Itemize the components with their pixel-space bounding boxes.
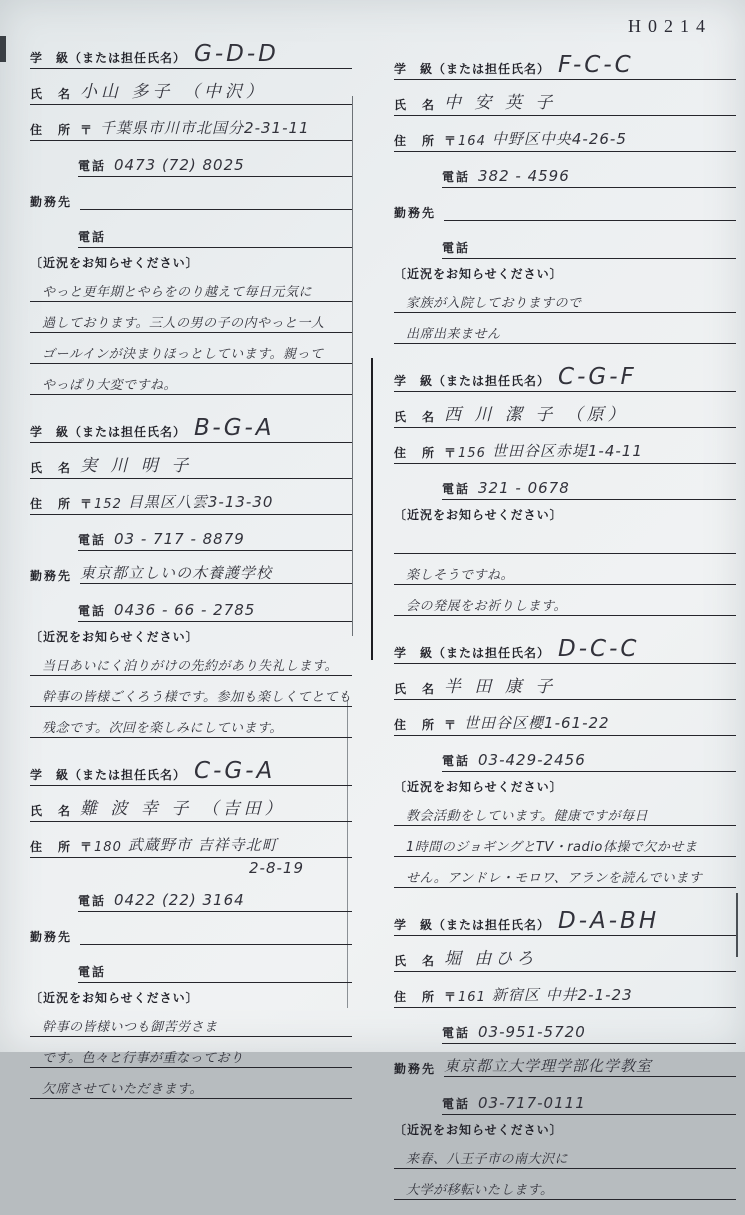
form-entry-dcc [394,631,736,888]
class-value: B-G-A [194,415,275,441]
news-line [30,678,352,707]
address-row [30,108,352,141]
class-value: C-G-A [194,758,276,784]
right-column [394,16,736,1215]
column-divider-line [352,96,353,636]
left-column [30,36,352,1114]
name-label: 氏 名 [30,804,73,818]
phone-value: 03-951-5720 [478,1023,586,1041]
address-value: 目黒区八雲3-13-30 [127,493,274,511]
column-divider-line-dark [371,358,373,660]
scan-edge-blob [0,36,6,62]
phone-row [442,467,736,500]
news-text: 出席出来ません [406,327,501,342]
class-label: 学 級（または担任氏名） [30,51,187,65]
phone-row [78,518,352,551]
postal-mark-icon: 〒 [444,990,457,1004]
address-label: 住 所 [394,446,437,460]
news-text: 楽しそうですね。 [406,568,515,583]
postal-mark-icon: 〒 [80,497,93,511]
postal-mark-icon: 〒 [444,718,457,732]
class-row [394,903,736,936]
address-row [394,703,736,736]
workplace-row [30,554,352,586]
form-entry-fcc [394,47,736,344]
workplace-value: 東京都立大学理学部化学教室 [444,1057,653,1075]
class-row [394,47,736,80]
workplace-label: 勤務先 [394,206,437,220]
news-text: ゴールインが決まりほっとしています。親って [42,347,324,362]
workplace-label: 勤務先 [30,569,73,583]
workplace-value: 東京都立しいの木養護学校 [80,564,273,582]
postal-mark-icon: 〒 [80,123,93,137]
news-line [30,335,352,364]
news-text: やっぱり大変ですね。 [42,378,178,393]
phone-row [442,739,736,772]
form-entry-bga [30,410,352,738]
phone-row [78,144,352,177]
news-line [30,647,352,676]
address-second-line [30,859,352,878]
address-label: 住 所 [30,123,73,137]
name-label: 氏 名 [30,87,73,101]
phone-label: 電話 [442,482,471,496]
workplace-row [30,180,352,212]
work-phone-row [78,589,352,622]
work-phone-value: 0436 - 66 - 2785 [114,601,256,619]
work-phone-value: 03-717-0111 [478,1094,586,1112]
phone-value: 382 - 4596 [478,167,570,185]
news-line [30,709,352,738]
class-value: F-C-C [558,52,634,78]
news-text: 幹事の皆様いつも御苦労さま [42,1020,218,1035]
name-label: 氏 名 [394,410,437,424]
name-row [394,939,736,972]
news-header: 〔近況をお知らせください〕 [394,780,563,794]
phone-label: 電話 [78,230,107,244]
address-value: 新宿区 中井2-1-23 [491,986,633,1004]
address2-value: 2-8-19 [249,859,304,877]
address-label: 住 所 [394,134,437,148]
phone-label: 電話 [442,1097,471,1111]
class-row [30,36,352,69]
name-value: 堀 由ひろ [444,949,538,969]
class-label: 学 級（または担任氏名） [394,646,551,660]
phone-value: 03 - 717 - 8879 [114,530,245,548]
news-line [394,284,736,313]
address-value: 世田谷区赤堤1-4-11 [491,442,643,460]
name-row [394,395,736,428]
address-value: 千葉県市川市北国分2-31-11 [100,119,310,137]
postal-value: 152 [94,497,122,512]
name-label: 氏 名 [394,682,437,696]
news-text: 幹事の皆様ごくろう様です。参加も楽しくてとても [42,690,352,705]
phone-value: 03-429-2456 [478,751,586,769]
phone-label: 電話 [78,533,107,547]
postal-mark-icon: 〒 [444,446,457,460]
document-id-stamp: H0214 [628,16,712,36]
phone-row [442,1011,736,1044]
name-value: 西 川 潔 子 （原） [444,405,629,425]
news-line [30,304,352,333]
postal-value: 180 [94,840,122,855]
phone-value: 0422 (22) 3164 [114,891,245,909]
name-label: 氏 名 [394,98,437,112]
phone-row [78,879,352,912]
workplace-label: 勤務先 [30,195,73,209]
news-line [394,797,736,826]
postal-value: 161 [458,990,486,1005]
news-line [30,366,352,395]
name-value: 中 安 英 子 [444,93,557,113]
class-label: 学 級（または担任氏名） [394,918,551,932]
news-header: 〔近況をお知らせください〕 [394,267,563,281]
news-header: 〔近況をお知らせください〕 [394,508,563,522]
news-header: 〔近況をお知らせください〕 [30,630,199,644]
class-row [394,359,736,392]
address-row [394,975,736,1008]
phone-label: 電話 [442,170,471,184]
news-text: やっと更年期とやらをのり越えて毎日元気に [42,285,313,300]
news-header: 〔近況をお知らせください〕 [30,991,199,1005]
name-value: 小山 多子 （中沢） [80,82,267,102]
news-line [394,828,736,857]
class-label: 学 級（または担任氏名） [30,425,187,439]
name-row [30,72,352,105]
work-phone-row [442,1082,736,1115]
class-value: G-D-D [194,41,279,67]
news-line [394,556,736,585]
phone-label: 電話 [442,754,471,768]
postal-mark-icon: 〒 [444,134,457,148]
work-phone-row [78,950,352,983]
news-line [394,1140,736,1169]
address-row [30,825,352,858]
address-value: 世田谷区櫻1-61-22 [464,714,610,732]
form-entry-cgf [394,359,736,616]
form-entry-cga [30,753,352,1099]
name-value: 半 田 康 子 [444,677,557,697]
news-text: せん。アンドレ・モロワ、アランを読んでいます [406,871,703,886]
name-value: 実 川 明 子 [80,456,193,476]
class-label: 学 級（または担任氏名） [394,62,551,76]
postal-value: 164 [458,134,486,149]
news-line [394,859,736,888]
phone-value: 321 - 0678 [478,479,570,497]
news-text: 教会活動をしています。健康ですが毎日 [406,809,648,824]
workplace-row [394,191,736,223]
news-header: 〔近況をお知らせください〕 [30,256,199,270]
name-label: 氏 名 [394,954,437,968]
name-label: 氏 名 [30,461,73,475]
news-line [30,1070,352,1099]
phone-label: 電話 [442,1026,471,1040]
scan-edge-mark [736,893,738,957]
news-header: 〔近況をお知らせください〕 [394,1123,563,1137]
news-line [30,1039,352,1068]
news-text: 会の発展をお祈りします。 [406,599,567,614]
news-text: 1時間のジョギングとTV・radio体操で欠かせま [406,840,698,855]
news-line [394,587,736,616]
news-text: です。色々と行事が重なっており [42,1051,244,1066]
class-row [30,753,352,786]
class-label: 学 級（または担任氏名） [30,768,187,782]
address-label: 住 所 [30,840,73,854]
name-row [30,789,352,822]
workplace-row [394,1047,736,1079]
phone-row [442,155,736,188]
workplace-row [30,915,352,947]
news-text: 当日あいにく泊りがけの先約があり失礼します。 [42,659,338,674]
class-row [30,410,352,443]
address-row [394,119,736,152]
news-line [30,273,352,302]
phone-label: 電話 [78,159,107,173]
class-value: C-G-F [558,364,637,390]
workplace-label: 勤務先 [30,930,73,944]
class-label: 学 級（または担任氏名） [394,374,551,388]
form-entry-gdd [30,36,352,395]
form-entry-dabh [394,903,736,1200]
news-text: 来春、八王子市の南大沢に [406,1152,569,1167]
address-label: 住 所 [30,497,73,511]
news-text: 家族が入院しておりますので [406,296,582,311]
postal-mark-icon: 〒 [80,840,93,854]
phone-label: 電話 [78,965,107,979]
work-phone-row [78,215,352,248]
news-text: 残念です。次回を楽しみにしています。 [42,721,283,736]
name-row [394,83,736,116]
name-value: 難 波 幸 子 （吉田） [80,799,286,819]
address-row [30,482,352,515]
news-text: 過しております。三人の男の子の内やっと一人 [42,316,325,331]
news-line [30,1008,352,1037]
news-line [394,315,736,344]
class-value: D-A-BH [558,908,660,934]
class-value: D-C-C [558,636,640,662]
postal-value: 156 [458,446,486,461]
class-row [394,631,736,664]
address-row [394,431,736,464]
workplace-label: 勤務先 [394,1062,437,1076]
address-value: 武蔵野市 吉祥寺北町 [127,836,278,854]
address-label: 住 所 [394,718,437,732]
phone-label: 電話 [442,241,471,255]
phone-label: 電話 [78,604,107,618]
news-text: 大学が移転いたします。 [406,1183,554,1198]
phone-label: 電話 [78,894,107,908]
work-phone-row [442,226,736,259]
name-row [30,446,352,479]
news-line [394,525,736,554]
news-text: 欠席させていただきます。 [42,1082,203,1097]
address-label: 住 所 [394,990,437,1004]
address-value: 中野区中央4-26-5 [491,130,627,148]
news-line [394,1171,736,1200]
name-row [394,667,736,700]
phone-value: 0473 (72) 8025 [114,156,245,174]
